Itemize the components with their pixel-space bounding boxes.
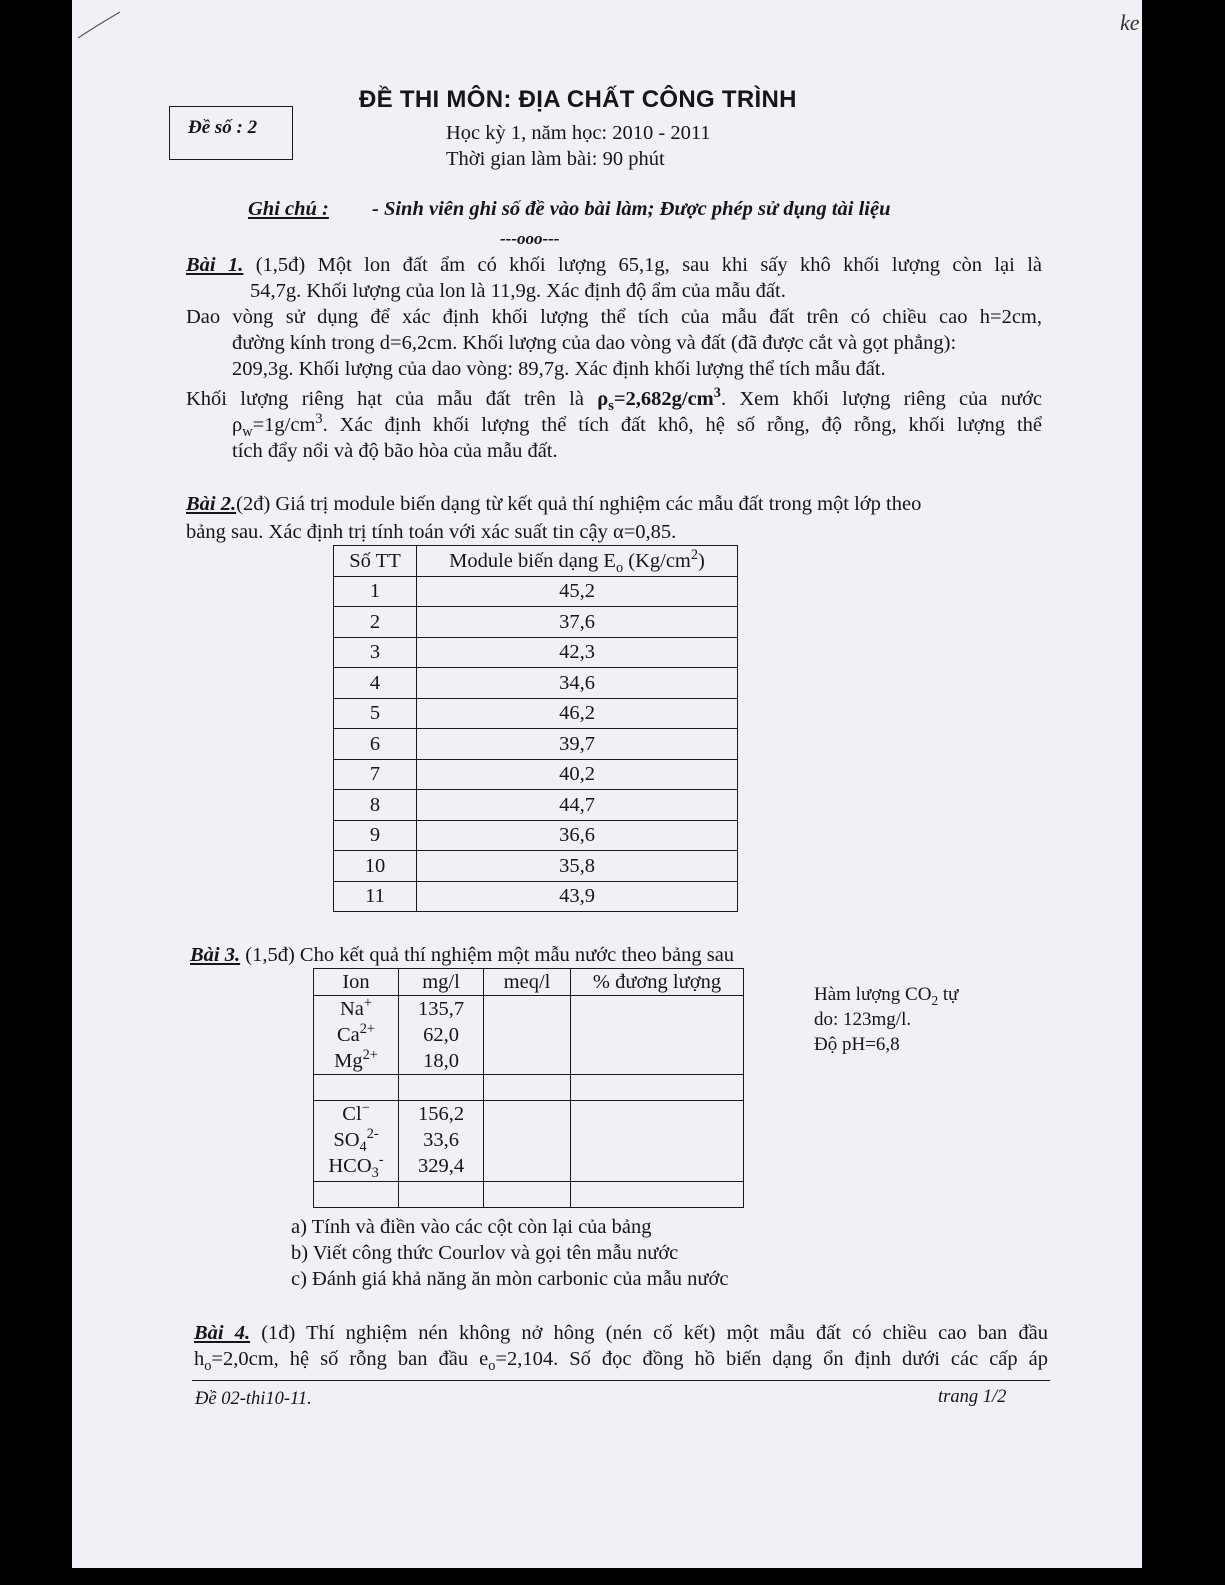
anion-mg-values (399, 1101, 484, 1182)
table-row (334, 698, 738, 729)
row-index: 4 (334, 668, 417, 699)
row-index: 2 (334, 607, 417, 638)
bai1-line6: Khối lượng riêng hạt của mẫu đất trên là $\rho_s=2,682g/cm^3$. Xem khối lượng riêng của nước (186, 385, 1043, 415)
bai3-line1: Bài 3. (1,5đ) Cho kết quả thí nghiệm một mẫu nước theo bảng sau (190, 944, 735, 966)
cation-row (314, 996, 744, 1075)
header-mgl: mg/l (399, 969, 484, 996)
header-module: Module biến dạng $E_o$ $(Kg/cm^2)$ (417, 546, 738, 577)
bai4-label: Bài 4. (194, 1322, 251, 1344)
bai1-line1: Bài 1. (1,5đ) Một lon đất ẩm có khối lượng 65,1g, sau khi sấy khô khối lượng còn lại là (186, 254, 1042, 276)
table-row (334, 576, 738, 607)
row-index: 5 (334, 698, 417, 729)
header-percent: % đương lượng (571, 969, 744, 996)
table-row (334, 881, 738, 912)
footer-left: Đề 02-thi10-11. (195, 1389, 312, 1409)
bai1-line7: $\rho_w=1g/cm^3$. Xác định khối lượng thể tích đất khô, hệ số rỗng, độ rỗng, khối lượng thể (232, 411, 1042, 441)
exam-code-label: Đề số : 2 (188, 117, 258, 138)
bai1-line2: 54,7g. Khối lượng của lon là 11,9g. Xác định độ ẩm của mẫu đất. (250, 280, 786, 302)
row-index: 8 (334, 790, 417, 821)
row-index: 9 (334, 820, 417, 851)
cation-percent-empty (571, 996, 744, 1075)
bai4-line1: Bài 4. (1đ) Thí nghiệm nén không nở hông (nén cố kết) một mẫu đất có chiều cao ban đầu (194, 1322, 1048, 1344)
mg-mg: 18,0 (423, 1050, 459, 1072)
row-module-value: 34,6 (417, 668, 738, 699)
table-row (334, 759, 738, 790)
footer-rule (192, 1380, 1050, 1381)
bai3-task-a: a) Tính và điền vào các cột còn lại của bảng (291, 1216, 652, 1238)
ion-table (313, 968, 744, 1208)
bai1-label: Bài 1. (186, 254, 244, 276)
exam-title: ĐỀ THI MÔN: ĐỊA CHẤT CÔNG TRÌNH (359, 86, 797, 113)
row-module-value: 45,2 (417, 576, 738, 607)
anion-meq-empty (484, 1101, 571, 1182)
separator: ---ooo--- (500, 229, 560, 248)
table-row (334, 729, 738, 760)
row-module-value: 43,9 (417, 881, 738, 912)
row-module-value: 36,6 (417, 820, 738, 851)
table-row (334, 668, 738, 699)
row-module-value: 42,3 (417, 637, 738, 668)
ph-line: Độ pH=6,8 (814, 1034, 900, 1055)
header-ion: Ion (314, 969, 399, 996)
ion-hco3: $HCO_3^-$ (328, 1152, 384, 1182)
header-meql: meq/l (484, 969, 571, 996)
cation-ions (314, 996, 399, 1075)
anion-ions (314, 1101, 399, 1182)
bai1-line5: 209,3g. Khối lượng của dao vòng: 89,7g. Xác định khối lượng thể tích mẫu đất. (232, 358, 886, 380)
cation-total-row (314, 1075, 744, 1101)
mg-hco3: 329,4 (417, 1155, 465, 1177)
footer-right: trang 1/2 (938, 1387, 1007, 1407)
mg-so4: 33,6 (423, 1129, 459, 1151)
module-table-header (334, 546, 738, 577)
bai1-line3: Dao vòng sử dụng để xác định khối lượng thể tích của mẫu đất trên có chiều cao h=2cm, (186, 306, 1042, 328)
table-row (334, 607, 738, 638)
row-module-value: 37,6 (417, 607, 738, 638)
rho-w: $\rho_w=1g/cm^3$ (232, 411, 323, 441)
co2-line: Hàm lượng $CO_2$ tự (814, 984, 959, 1008)
handwritten-corner-mark: ke (1120, 10, 1140, 35)
row-module-value: 35,8 (417, 851, 738, 882)
header-so-tt: Số TT (334, 546, 417, 577)
pen-stroke-mark (76, 8, 126, 42)
note-text: - Sinh viên ghi số đề vào bài làm; Được phép sử dụng tài liệu (372, 198, 891, 220)
bai1-line8: tích đẩy nổi và độ bão hòa của mẫu đất. (232, 440, 558, 462)
duration-line: Thời gian làm bài: 90 phút (446, 148, 665, 170)
bai4-line2: $h_o=2,0cm$, hệ số rỗng ban đầu $e_o=2,104$. Số đọc đồng hồ biến dạng ổn định dưới các cấp áp (194, 1348, 1048, 1375)
row-module-value: 39,7 (417, 729, 738, 760)
module-table (333, 545, 738, 912)
table-row (334, 820, 738, 851)
table-row (334, 851, 738, 882)
ion-na: Na+ (340, 995, 372, 1020)
mg-ca: 62,0 (423, 1024, 459, 1046)
table-row (334, 637, 738, 668)
ion-table-header (314, 969, 744, 996)
bai3-label: Bài 3. (190, 944, 241, 966)
row-index: 6 (334, 729, 417, 760)
anion-percent-empty (571, 1101, 744, 1182)
water-side-info (814, 982, 958, 1057)
anion-total-row (314, 1182, 744, 1208)
table-row (334, 790, 738, 821)
bai2-line1: Bài 2.(2đ) Giá trị module biến dạng từ kết quả thí nghiệm các mẫu đất trong một lớp theo (186, 493, 922, 515)
bai2-line2: bảng sau. Xác định trị tính toán với xác suất tin cậy α=0,85. (186, 521, 677, 543)
mg-na: 135,7 (417, 998, 465, 1020)
co2-value-line: do: 123mg/l. (814, 1009, 912, 1030)
row-index: 10 (334, 851, 417, 882)
row-index: 1 (334, 576, 417, 607)
mg-cl: 156,2 (417, 1103, 465, 1125)
ion-so4: $SO_4^{2-}$ (333, 1126, 379, 1156)
row-index: 11 (334, 881, 417, 912)
row-index: 7 (334, 759, 417, 790)
note-label: Ghi chú : (248, 198, 329, 220)
exam-code-box (169, 106, 293, 160)
cation-meq-empty (484, 996, 571, 1075)
exam-page (72, 0, 1142, 1568)
bai2-label: Bài 2. (186, 493, 237, 515)
anion-row (314, 1101, 744, 1182)
rho-s: $\rho_s=2,682g/cm^3$ (597, 385, 721, 415)
bai3-task-b: b) Viết công thức Courlov và gọi tên mẫu nước (291, 1242, 679, 1264)
cation-mg-values (399, 996, 484, 1075)
row-module-value: 44,7 (417, 790, 738, 821)
ion-cl: Cl− (342, 1100, 370, 1125)
row-module-value: 46,2 (417, 698, 738, 729)
semester-line: Học kỳ 1, năm học: 2010 - 2011 (446, 122, 711, 144)
row-index: 3 (334, 637, 417, 668)
row-module-value: 40,2 (417, 759, 738, 790)
ion-mg: $Mg^{2+}$ (334, 1047, 378, 1072)
ion-ca: $Ca^{2+}$ (336, 1021, 376, 1046)
bai3-task-c: c) Đánh giá khả năng ăn mòn carbonic của mẫu nước (291, 1268, 729, 1290)
bai1-line4: đường kính trong d=6,2cm. Khối lượng của dao vòng và đất (đã được cắt và gọt phẳng): (232, 332, 957, 354)
